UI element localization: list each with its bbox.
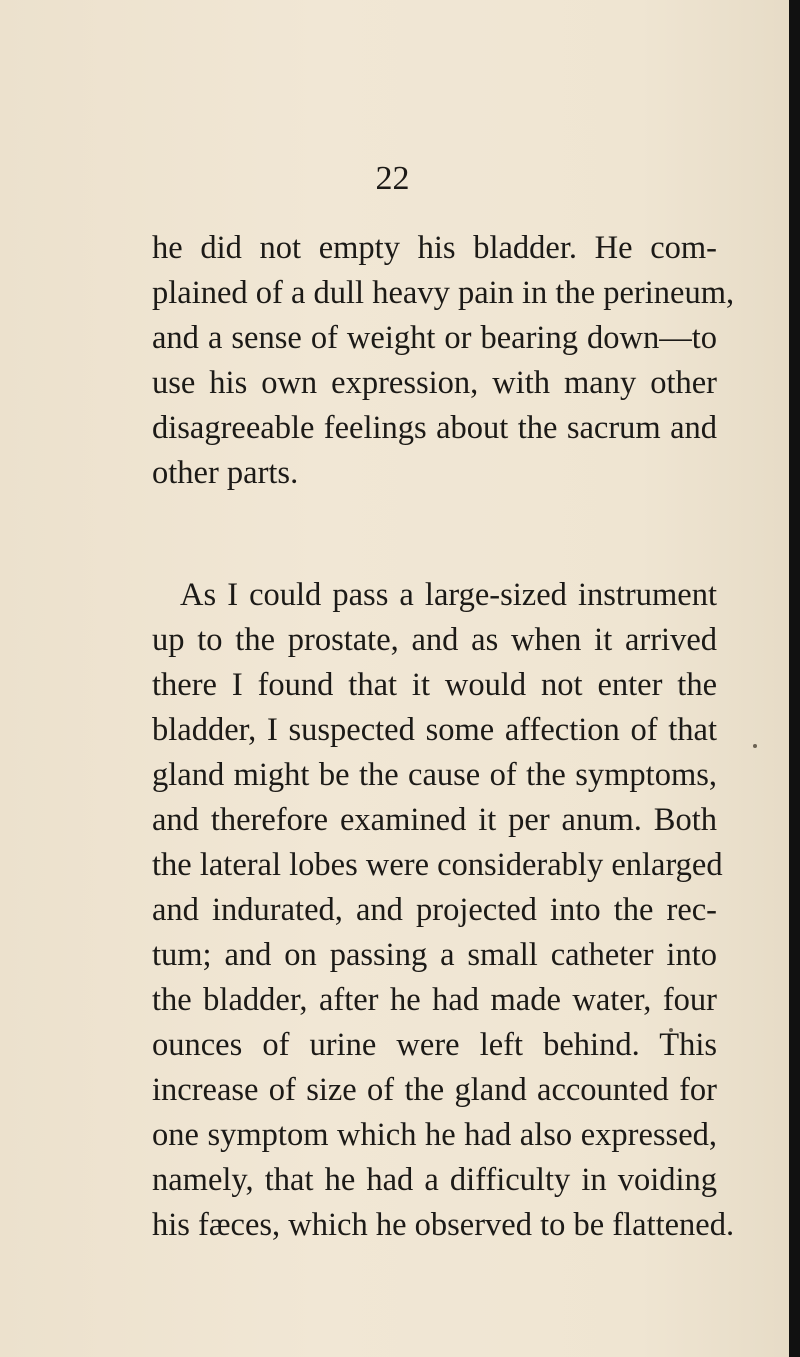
text-line: the bladder, after he had made water, four [152,982,717,1018]
text-line: and indurated, and projected into the rec- [152,892,717,928]
paragraph-1 [152,226,735,496]
text-line: other parts. [152,455,299,491]
text-line: his fæces, which he observed to be flattened. [152,1207,735,1243]
body-text [152,226,735,1248]
text-line: plained of a dull heavy pain in the perineum, [152,275,735,311]
paragraph-2 [152,573,735,1248]
text-line: one symptom which he had also expressed, [152,1117,717,1153]
page-edge-shadow [789,0,800,1357]
text-line: and a sense of weight or bearing down—to [152,320,717,356]
text-line: he did not empty his bladder. He com- [152,230,717,266]
text-line: gland might be the cause of the symptoms, [152,757,717,793]
text-line: tum; and on passing a small catheter into [152,937,717,973]
text-line: up to the prostate, and as when it arrived [152,622,717,658]
page-number: 22 [375,160,410,197]
text-line: bladder, I suspected some affection of that [152,712,717,748]
text-line: increase of size of the gland accounted for [152,1072,717,1108]
text-line: disagreeable feelings about the sacrum and [152,410,717,446]
text-line: the lateral lobes were considerably enlarged [152,847,723,883]
text-line: there I found that it would not enter the [152,667,717,703]
paragraph-spacer [152,496,717,573]
paper-speck [753,744,757,748]
text-line: namely, that he had a difficulty in voiding [152,1162,717,1198]
text-line: and therefore examined it per anum. Both [152,802,717,838]
text-line: use his own expression, with many other [152,365,717,401]
text-line: As I could pass a large-sized instrument [180,577,717,613]
text-line: ounces of urine were left behind. This [152,1027,717,1063]
